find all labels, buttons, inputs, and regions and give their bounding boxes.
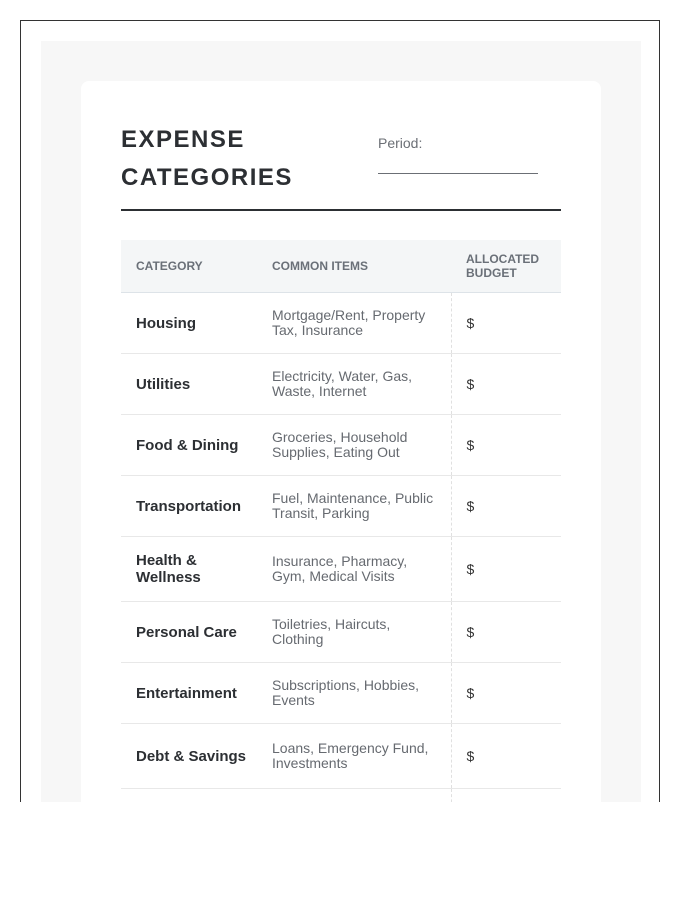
expense-table [121, 240, 561, 802]
column-header-category: CATEGORY [136, 259, 203, 273]
table-row [121, 354, 561, 415]
common-items-cell: Mortgage/Rent, Property Tax, Insurance [257, 293, 451, 354]
table-row-empty [121, 789, 561, 803]
page-title: EXPENSE CATEGORIES [121, 126, 293, 191]
table-row [121, 293, 561, 354]
table-row [121, 537, 561, 602]
budget-cell[interactable]: $ [451, 415, 561, 476]
common-items-cell: Toiletries, Haircuts, Clothing [257, 602, 451, 663]
common-items-cell [257, 789, 451, 803]
budget-cell[interactable]: $ [451, 537, 561, 602]
table-row [121, 724, 561, 789]
common-items-cell: Fuel, Maintenance, Public Transit, Parking [257, 476, 451, 537]
common-items-cell: Electricity, Water, Gas, Waste, Internet [257, 354, 451, 415]
document-header [121, 121, 561, 211]
common-items-cell: Insurance, Pharmacy, Gym, Medical Visits [257, 537, 451, 602]
period-label: Period: [378, 135, 423, 151]
budget-cell[interactable]: $ [451, 293, 561, 354]
category-cell [121, 789, 257, 803]
category-cell: Entertainment [121, 663, 257, 724]
common-items-cell: Subscriptions, Hobbies, Events [257, 663, 451, 724]
category-cell: Utilities [121, 354, 257, 415]
table-row [121, 602, 561, 663]
page-background [41, 41, 641, 802]
period-input-line[interactable] [378, 173, 538, 174]
budget-cell[interactable]: $ [451, 602, 561, 663]
category-cell: Debt & Savings [121, 724, 257, 789]
common-items-cell: Loans, Emergency Fund, Investments [257, 724, 451, 789]
table-row [121, 415, 561, 476]
common-items-cell: Groceries, Household Supplies, Eating Out [257, 415, 451, 476]
budget-cell[interactable]: $ [451, 354, 561, 415]
column-header-common-items: COMMON ITEMS [272, 259, 368, 273]
category-cell: Health & Wellness [121, 537, 257, 602]
table-row [121, 663, 561, 724]
page-frame [20, 20, 660, 802]
budget-cell[interactable] [451, 789, 561, 803]
category-cell: Personal Care [121, 602, 257, 663]
document-card [81, 81, 601, 802]
budget-cell[interactable]: $ [451, 663, 561, 724]
table-row [121, 476, 561, 537]
budget-cell[interactable]: $ [451, 724, 561, 789]
category-cell: Food & Dining [121, 415, 257, 476]
table-header-row [121, 240, 561, 293]
budget-cell[interactable]: $ [451, 476, 561, 537]
column-header-allocated-budget: ALLOCATED BUDGET [466, 252, 540, 280]
category-cell: Transportation [121, 476, 257, 537]
category-cell: Housing [121, 293, 257, 354]
